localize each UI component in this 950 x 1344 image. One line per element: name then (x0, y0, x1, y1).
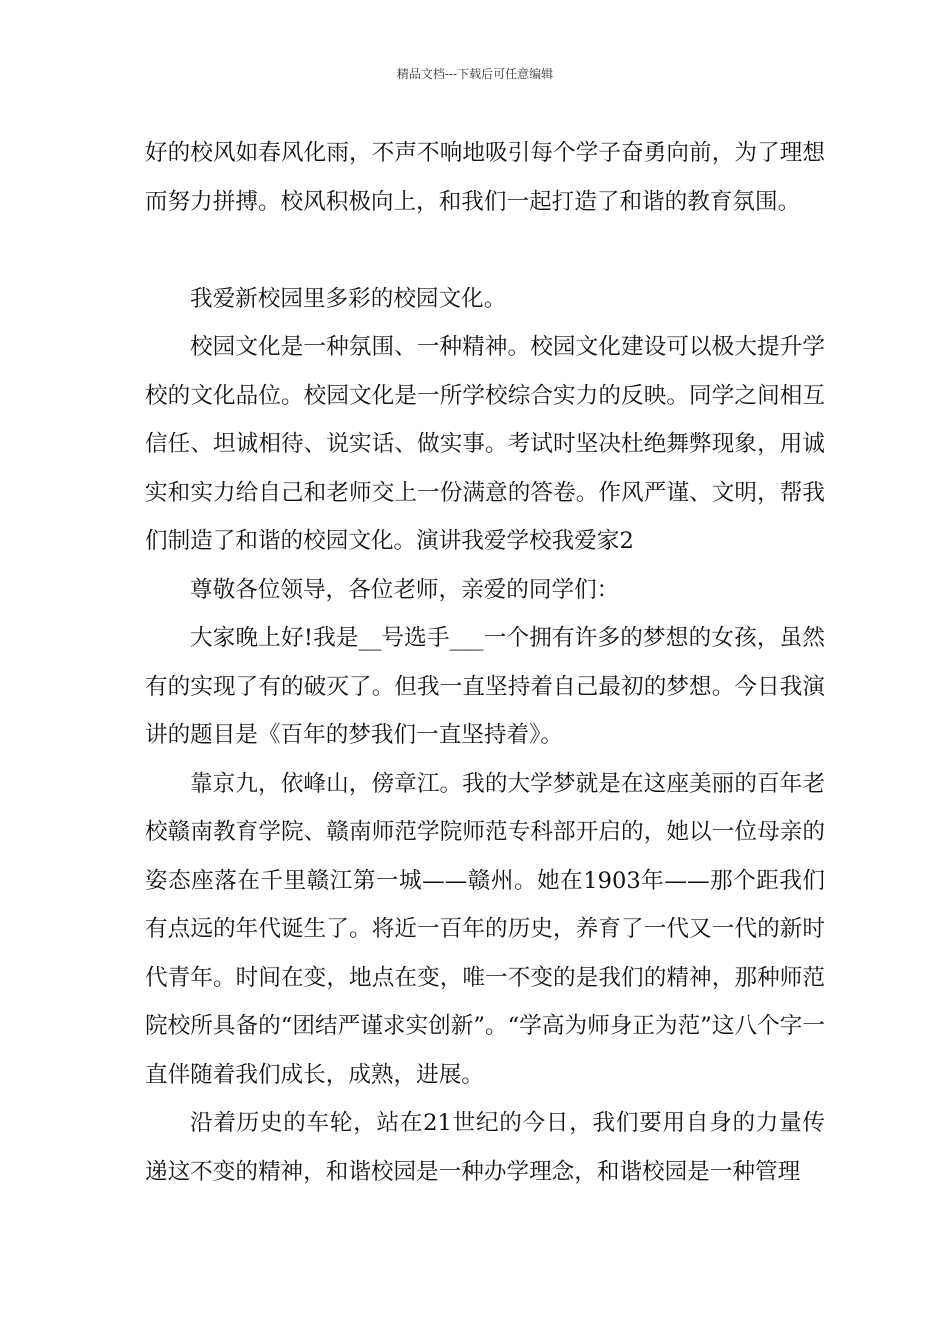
document-body (145, 129, 825, 1196)
paragraph-2: 我爱新校园里多彩的校园文化。 (190, 285, 507, 312)
paragraph-spacer (145, 226, 825, 275)
paragraph-3: 校园文化是一种氛围、一种精神。校园文化建设可以极大提升学校的文化品位。校园文化是一所学校综合实力的反映。同学之间相互信任、坦诚相待、说实话、做实事。考试时坚决杜绝舞弊现象，用诚实和实力给自己和老师交上一份满意的答卷。作风严谨、文明，帮我们制造了和谐的校园文化。演讲我爱学校我爱家2 (145, 334, 825, 554)
paragraph-7: 沿着历史的车轮，站在21世纪的今日，我们要用自身的力量传递这不变的精神，和谐校园是一种办学理念，和谐校园是一种管理 (145, 1110, 825, 1185)
paragraph-5: 大家晚上好!我是__号选手___一个拥有许多的梦想的女孩，虽然有的实现了有的破灭了。但我一直坚持着自己最初的梦想。今日我演讲的题目是《百年的梦我们一直坚持着》。 (145, 625, 825, 748)
page-header: 精品文档---下载后可任意编辑 (396, 67, 554, 81)
paragraph-6: 靠京九，依峰山，傍章江。我的大学梦就是在这座美丽的百年老校赣南教育学院、赣南师范学院师范专科部开启的，她以一位母亲的姿态座落在千里赣江第一城——赣州。她在1903年——那个距我们有点远的年代诞生了。将近一百年的历史，养育了一代又一代的新时代青年。时间在变，地点在变，唯一不变的是我们的精神，那种师范院校所具备的“团结严谨求实创新”。“学高为师身正为范”这八个字一直伴随着我们成长，成熟，进展。 (145, 770, 825, 1088)
paragraph-1: 好的校风如春风化雨，不声不响地吸引每个学子奋勇向前，为了理想而努力拼搏。校风积极向上，和我们一起打造了和谐的教育氛围。 (145, 140, 825, 215)
paragraph-4: 尊敬各位领导，各位老师，亲爱的同学们： (190, 576, 620, 603)
